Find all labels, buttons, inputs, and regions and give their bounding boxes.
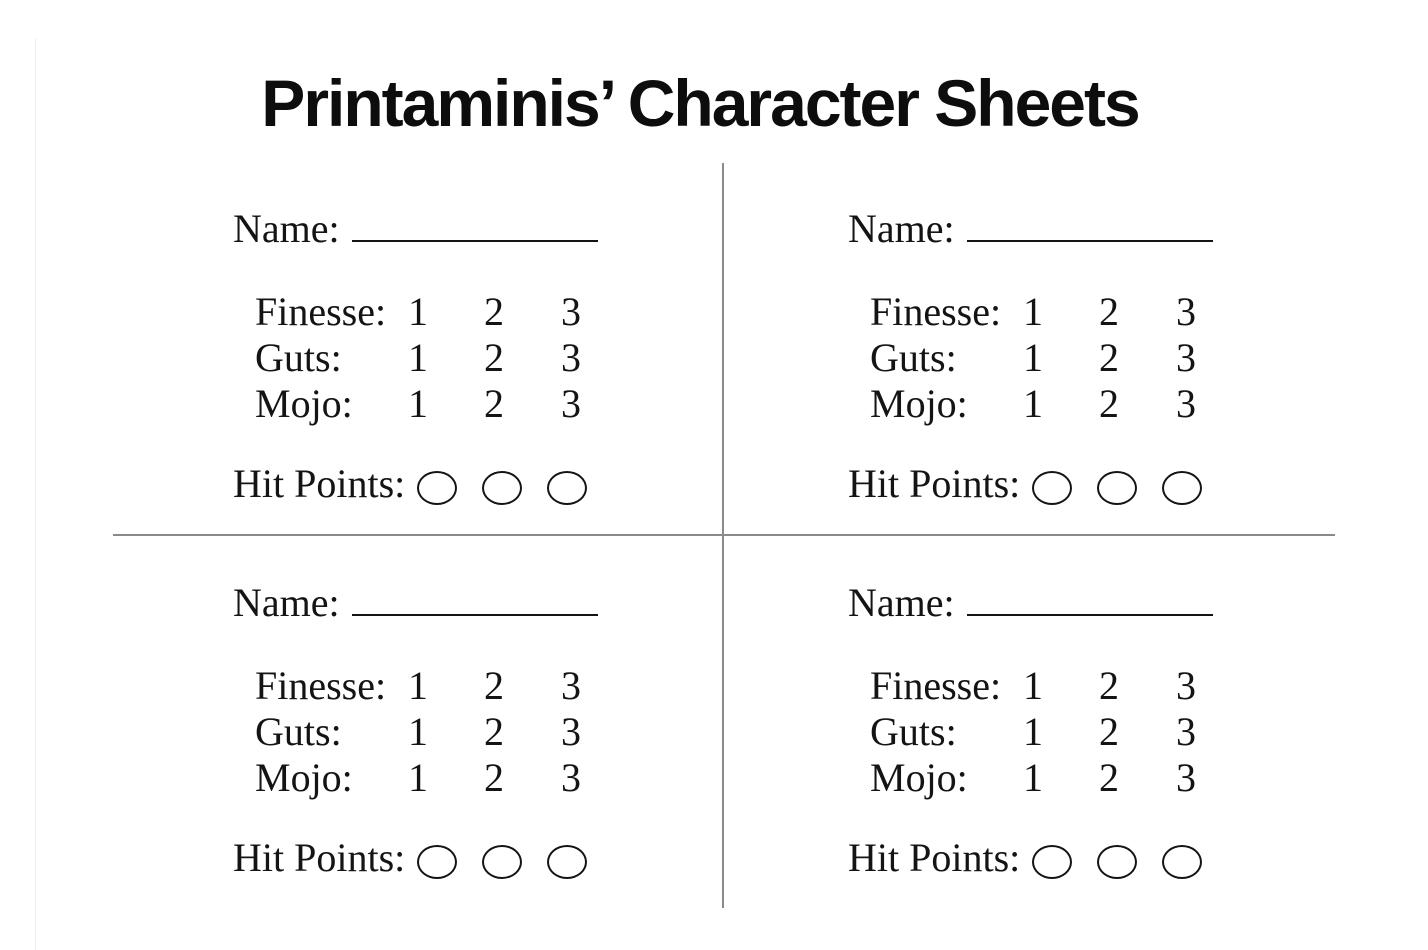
- stat-value: 3: [1176, 755, 1196, 800]
- stat-value: 2: [1099, 335, 1119, 380]
- stat-value: 1: [1023, 663, 1043, 708]
- character-sheet-top-right: [848, 207, 1298, 508]
- name-row: [233, 207, 683, 251]
- hit-point-circle: [1032, 471, 1072, 505]
- stat-value: 2: [484, 289, 504, 334]
- stat-value: 3: [561, 663, 581, 708]
- stat-value: 2: [1099, 755, 1119, 800]
- hit-point-circle: [1162, 845, 1202, 879]
- stat-label: Guts:: [870, 335, 957, 380]
- hit-points-row: [233, 460, 683, 508]
- stat-value: 2: [1099, 663, 1119, 708]
- name-label: Name:: [848, 206, 955, 251]
- stat-row-mojo: [255, 755, 683, 801]
- hit-point-circle: [417, 471, 457, 505]
- stat-value: 1: [408, 289, 428, 334]
- hit-point-circles: [417, 845, 587, 879]
- name-label: Name:: [233, 206, 340, 251]
- stat-row-finesse: [255, 289, 683, 335]
- stat-value: 2: [484, 709, 504, 754]
- stat-value: 1: [1023, 755, 1043, 800]
- stat-value: 3: [561, 709, 581, 754]
- stat-row-finesse: [870, 663, 1298, 709]
- hit-points-label: Hit Points:: [848, 835, 1021, 880]
- name-row: [848, 207, 1298, 251]
- stat-value: 3: [1176, 381, 1196, 426]
- stat-value: 2: [484, 755, 504, 800]
- hit-points-label: Hit Points:: [848, 461, 1021, 506]
- stats-table: [870, 289, 1298, 427]
- hit-point-circle: [1032, 845, 1072, 879]
- stat-value: 3: [1176, 663, 1196, 708]
- stats-table: [255, 663, 683, 801]
- stat-value: 3: [1176, 709, 1196, 754]
- character-sheet-bottom-right: [848, 581, 1298, 882]
- name-blank-line: [967, 582, 1213, 616]
- horizontal-divider: [113, 534, 1335, 536]
- stat-label: Guts:: [255, 335, 342, 380]
- stat-row-mojo: [870, 381, 1298, 427]
- stat-label: Mojo:: [870, 755, 968, 800]
- name-row: [848, 581, 1298, 625]
- stat-value: 1: [1023, 335, 1043, 380]
- stat-value: 2: [484, 335, 504, 380]
- stat-label: Finesse:: [870, 663, 1002, 708]
- stat-label: Mojo:: [255, 755, 353, 800]
- stat-value: 1: [1023, 289, 1043, 334]
- hit-point-circle: [547, 845, 587, 879]
- hit-point-circle: [1162, 471, 1202, 505]
- hit-point-circle: [482, 471, 522, 505]
- stat-row-finesse: [255, 663, 683, 709]
- stat-row-finesse: [870, 289, 1298, 335]
- hit-point-circles: [417, 471, 587, 505]
- character-sheet-top-left: [233, 207, 683, 508]
- stats-table: [255, 289, 683, 427]
- stat-value: 3: [1176, 335, 1196, 380]
- hit-point-circle: [1097, 845, 1137, 879]
- name-blank-line: [352, 582, 598, 616]
- hit-point-circles: [1032, 471, 1202, 505]
- name-blank-line: [967, 208, 1213, 242]
- hit-points-row: [848, 460, 1298, 508]
- stat-value: 3: [561, 289, 581, 334]
- stat-value: 2: [1099, 709, 1119, 754]
- stat-value: 1: [408, 663, 428, 708]
- stat-value: 1: [408, 381, 428, 426]
- page-title: Printaminis’ Character Sheets: [261, 66, 1139, 140]
- stat-value: 3: [561, 755, 581, 800]
- stat-row-guts: [870, 709, 1298, 755]
- hit-point-circles: [1032, 845, 1202, 879]
- stat-value: 3: [561, 335, 581, 380]
- stat-row-guts: [870, 335, 1298, 381]
- name-row: [233, 581, 683, 625]
- hit-points-row: [848, 834, 1298, 882]
- stat-label: Mojo:: [255, 381, 353, 426]
- stat-label: Finesse:: [870, 289, 1002, 334]
- hit-points-label: Hit Points:: [233, 461, 406, 506]
- stat-value: 3: [1176, 289, 1196, 334]
- stat-value: 2: [484, 663, 504, 708]
- page-edge-line: [35, 38, 36, 950]
- stat-value: 3: [561, 381, 581, 426]
- stat-value: 1: [1023, 381, 1043, 426]
- stat-label: Guts:: [870, 709, 957, 754]
- stats-table: [870, 663, 1298, 801]
- hit-point-circle: [547, 471, 587, 505]
- name-label: Name:: [848, 580, 955, 625]
- stat-value: 2: [484, 381, 504, 426]
- stat-value: 2: [1099, 289, 1119, 334]
- hit-point-circle: [1097, 471, 1137, 505]
- name-label: Name:: [233, 580, 340, 625]
- stat-value: 2: [1099, 381, 1119, 426]
- stat-row-guts: [255, 709, 683, 755]
- hit-point-circle: [417, 845, 457, 879]
- stat-value: 1: [408, 755, 428, 800]
- stat-value: 1: [408, 709, 428, 754]
- stat-label: Mojo:: [870, 381, 968, 426]
- character-sheet-bottom-left: [233, 581, 683, 882]
- hit-points-row: [233, 834, 683, 882]
- stat-value: 1: [408, 335, 428, 380]
- hit-points-label: Hit Points:: [233, 835, 406, 880]
- stat-label: Finesse:: [255, 663, 387, 708]
- name-blank-line: [352, 208, 598, 242]
- stat-row-guts: [255, 335, 683, 381]
- stat-row-mojo: [870, 755, 1298, 801]
- stat-label: Guts:: [255, 709, 342, 754]
- stat-row-mojo: [255, 381, 683, 427]
- stat-value: 1: [1023, 709, 1043, 754]
- stat-label: Finesse:: [255, 289, 387, 334]
- hit-point-circle: [482, 845, 522, 879]
